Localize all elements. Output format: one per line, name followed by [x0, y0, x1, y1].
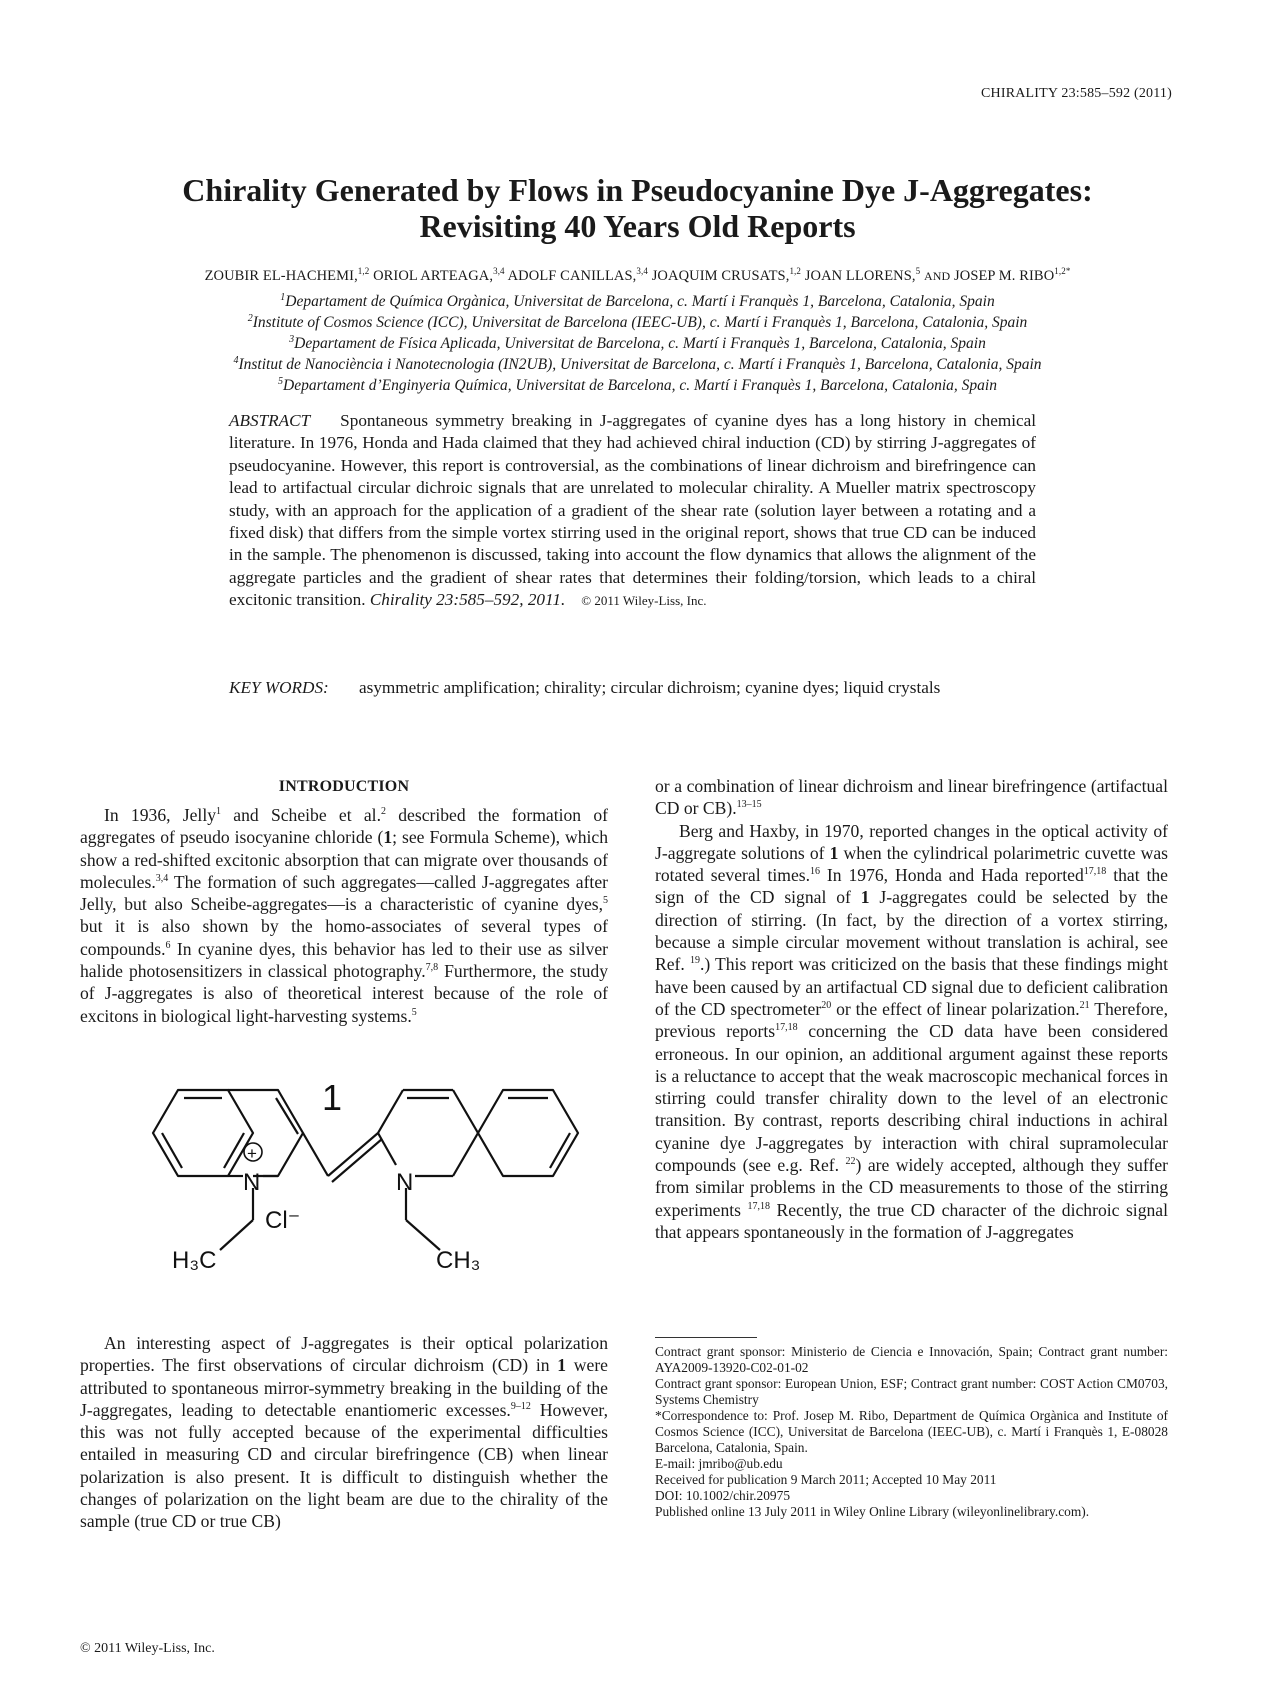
- affiliation: $^2$Institute of Cosmos Science (ICC), Universitat de Barcelona (IEEC-UB), c. Martí i Franquès 1, Barcelona, Catalonia, Spain: [247, 313, 1028, 332]
- footnote-doi: DOI: 10.1002/chir.20975: [655, 1488, 791, 1503]
- author: JOAQUIM CRUSATS,: [651, 267, 790, 284]
- methyl-right: CH₃: [436, 1247, 481, 1274]
- author: ZOUBIR EL-HACHEMI,: [204, 267, 358, 284]
- abstract-text: Spontaneous symmetry breaking in J-aggregates of cyanine dyes has a long history in chemical literature. In 1976, Honda and Hada claimed that they had achieved chiral induction (CD) by stirring J-aggregates of pseudocyanine. However, this report is controversial, as the combinations of linear dichroism and birefringence can lead to artifactual circular dichroic signals that are unrelated to molecular chirality. A Mueller matrix spectroscopy study, with an approach for the application of a gradient of the shear rate (solution layer between a rotating and a fixed disk) that differs from the simple vortex stirring used in the original report, shows that true CD can be induced in the sample. The phenomenon is discussed, taking into account the flow dynamics that allows the alignment of the aggregate particles and the gradient of shear rates that determines their folding/torsion, which leads to a chiral excitonic transition.: [229, 411, 1036, 610]
- abstract-citation: Chirality 23:585–592, 2011.: [369, 590, 566, 610]
- intro-paragraph-3: or a combination of linear dichroism and linear birefringence (artifactual CD or CB).$^{13-15}$ Berg and Haxby, in 1970, reported changes in the optical activity of J-aggregate solutions of 1 when the cylindrical polarimetric cuvette was rotated several times.$^{16}$ In 1976, Honda and Hada reported$^{17,18}$ that the sign of the CD signal of 1 J-aggregates could be selected by the direction of stirring. (In fact, by the direction of a vortex stirring, because a simple circular movement without translation is achiral, see Ref. $^{19}$.) This report was criticized on the basis that these findings might have been caused by an artifactual CD signal due to deficient calibration of the CD spectrometer$^{20}$ or the effect of linear polarization.$^{21}$ Therefore, previous reports$^{17,18}$ concerning the CD data have been considered erroneous. In our opinion, an additional argument against these reports is a reluctance to accept that the weak macroscopic mechanical forces in stirring could transfer chirality down to the level of an electronic transition. By contrast, reports describing chiral inductions in achiral cyanine dye J-aggregates by interaction with chiral supramolecular compounds (see e.g. Ref. $^{22}$) are widely accepted, although they suffer from similar problems in the CD measurements to those of the stirring experiments $^{17,18}$ Recently, the true CD character of the dichroic signal that appears spontaneously in the formation of J-aggregates: [655, 776, 1169, 1242]
- abstract: [229, 410, 1036, 613]
- affiliation: $^1$Departament de Química Orgànica, Universitat de Barcelona, c. Martí i Franquès 1, Barcelona, Catalonia, Spain: [280, 292, 995, 311]
- footnote-published: Published online 13 July 2011 in Wiley Online Library (wileyonlinelibrary.com).: [655, 1504, 1090, 1519]
- molecule-number: 1: [322, 1080, 343, 1118]
- author: ORIOL ARTEAGA,: [373, 267, 494, 284]
- footnote-grant-2: Contract grant sponsor: European Union, ESF; Contract grant number: COST Action CM0703, Systems Chemistry: [655, 1376, 1168, 1407]
- footnote-received: Received for publication 9 March 2011; Accepted 10 May 2011: [655, 1472, 997, 1487]
- footnote-correspondence: *Correspondence to: Prof. Josep M. Ribo, Department de Química Orgànica and Institute of Cosmos Science (ICC), Universitat de Barcelona (IEEC-UB), c. Martí i Franquès 1, E-08028 Barcelona, Catalonia, Spain.: [655, 1408, 1168, 1455]
- abstract-copyright: © 2011 Wiley-Liss, Inc.: [581, 593, 707, 609]
- author: JOAN LLORENS,: [804, 267, 916, 284]
- intro-paragraph-1: In 1936, Jelly$^1$ and Scheibe et al.$^2$ described the formation of aggregates of pseudo isocyanine chloride (1; see Formula Scheme), which show a red-shifted excitonic absorption that can migrate over thousands of molecules.$^{3,4}$ The formation of such aggregates—called J-aggregates after Jelly, but also Scheibe-aggregates—is a characteristic of cyanine dyes,$^5$ but it is also shown by the homo-associates of several types of compounds.$^6$ In cyanine dyes, this behavior has led to their use as silver halide photosensitizers in classical photography.$^{7,8}$ Furthermore, the study of J-aggregates is also of theoretical interest because of the role of excitons in biological light-harvesting systems.$^5$: [80, 805, 608, 1026]
- affiliation: $^4$Institut de Nanociència i Nanotecnologia (IN2UB), Universitat de Barcelona, c. Martí i Franquès 1, Barcelona, Catalonia, Spain: [233, 355, 1042, 374]
- footnote-rule: [655, 1337, 757, 1338]
- author-list: ZOUBIR EL-HACHEMI,$^{1,2}$ ORIOL ARTEAGA,$^{3,4}$ ADOLF CANILLAS,$^{3,4}$ JOAQUIM CRUSATS,$^{1,2}$ JOAN LLORENS,$^5$ AND JOSEP M. $RIBO^{1,2*}$: [204, 266, 1071, 284]
- copyright-footer: © 2011 Wiley-Liss, Inc.: [80, 1641, 215, 1656]
- article-title: [80, 172, 1195, 244]
- abstract-label: ABSTRACT: [229, 411, 311, 430]
- nitrogen-right: N: [396, 1169, 414, 1196]
- author-conjunction: AND: [923, 268, 951, 283]
- chloride-ion: Cl⁻: [265, 1207, 301, 1234]
- nitrogen-left: N: [243, 1169, 261, 1196]
- molecule-structure-1: [110, 1080, 580, 1320]
- intro-paragraph-2: An interesting aspect of J-aggregates is their optical polarization properties. The first observations of circular dichroism (CD) in 1 were attributed to spontaneous mirror-symmetry breaking in the building of the J-aggregates, leading to detectable enantiomeric excesses.$^{9-12}$ However, this was not fully accepted because of the experimental difficulties entailed in measuring CD and circular birefringence (CB) when linear polarization is also present. It is difficult to distinguish whether the changes of polarization on the light beam are due to the chirality of the sample (true CD or true CB): [80, 1333, 608, 1532]
- positive-charge: +: [247, 1144, 257, 1163]
- affiliation: $^5$Departament d’Enginyeria Química, Universitat de Barcelona, c. Martí i Franquès 1, Barcelona, Catalonia, Spain: [278, 376, 997, 395]
- journal-reference: CHIRALITY 23:585–592 (2011): [980, 86, 1172, 101]
- keywords-label: KEY WORDS:: [229, 678, 329, 697]
- footnotes: [655, 1344, 1168, 1520]
- keywords-text: asymmetric amplification; chirality; circular dichroism; cyanine dyes; liquid crystals: [359, 678, 941, 697]
- footnote-email: E-mail: jmribo@ub.edu: [655, 1456, 783, 1471]
- section-heading-introduction: INTRODUCTION: [278, 778, 410, 795]
- title-line-1: Chirality Generated by Flows in Pseudocyanine Dye J-Aggregates:: [182, 172, 1093, 208]
- footnote-grant-1: Contract grant sponsor: Ministerio de Ciencia e Innovación, Spain; Contract grant number: AYA2009-13920-C02-01-02: [655, 1344, 1168, 1375]
- affiliation: $^3$Departament de Física Aplicada, Universitat de Barcelona, c. Martí i Franquès 1, Barcelona, Catalonia, Spain: [289, 334, 986, 353]
- methyl-left: H₃C: [172, 1247, 217, 1274]
- keywords: [229, 677, 1036, 699]
- author: JOSEP M. RIBO: [954, 267, 1055, 284]
- title-line-2: Revisiting 40 Years Old Reports: [419, 208, 856, 244]
- author: ADOLF CANILLAS,: [507, 267, 637, 284]
